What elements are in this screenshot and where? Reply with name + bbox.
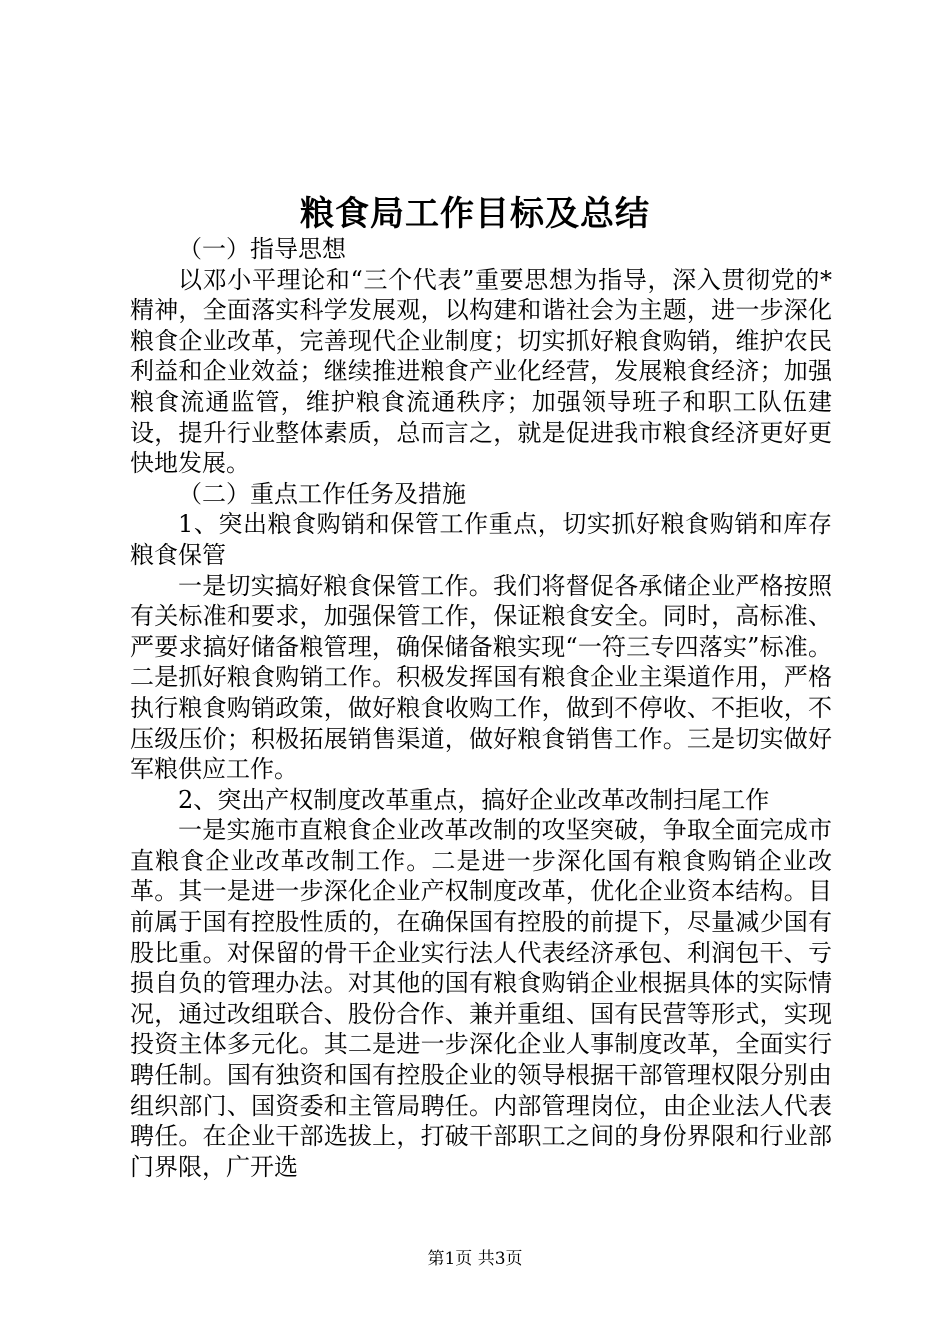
document-title: 粮食局工作目标及总结 [300, 194, 650, 234]
subheading-item-2: 2、突出产权制度改革重点，搞好企业改革改制扫尾工作 [178, 785, 770, 814]
paragraph: 以邓小平理论和“三个代表”重要思想为指导，深入贯彻党的*精神，全面落实科学发展观，以构建和谐社会为主题，进一步深化粮食企业改革，完善现代企业制度；切实抓好粮食购销，维护农民利益和企业效益；继续推进粮食产业化经营，发展粮食经济；加强粮食流通监管，维护粮食流通秩序；加强领导班子和职工队伍建设，提升行业整体素质，总而言之，就是促进我市粮食经济更好更快地发展。 [130, 265, 832, 478]
paragraph: 一是切实搞好粮食保管工作。我们将督促各承储企业严格按照有关标准和要求，加强保管工作，保证粮食安全。同时，高标准、严要求搞好储备粮管理，确保储备粮实现“一符三专四落实”标准。二是抓好粮食购销工作。积极发挥国有粮食企业主渠道作用，严格执行粮食购销政策，做好粮食收购工作，做到不停收、不拒收，不压级压价；积极拓展销售渠道，做好粮食销售工作。三是切实做好军粮供应工作。 [130, 571, 832, 784]
section-heading-key-tasks: （二）重点工作任务及措施 [178, 479, 466, 508]
document-body [130, 234, 832, 1182]
paragraph: 一是实施市直粮食企业改革改制的攻坚突破，争取全面完成市直粮食企业改革改制工作。二是进一步深化国有粮食购销企业改革。其一是进一步深化企业产权制度改革，优化企业资本结构。目前属于国有控股性质的，在确保国有控股的前提下，尽量减少国有股比重。对保留的骨干企业实行法人代表经济承包、利润包干、亏损自负的管理办法。对其他的国有粮食购销企业根据具体的实际情况，通过改组联合、股份合作、兼并重组、国有民营等形式，实现投资主体多元化。其二是进一步深化企业人事制度改革，全面实行聘任制。国有独资和国有控股企业的领导根据干部管理权限分别由组织部门、国资委和主管局聘任。内部管理岗位，由企业法人代表聘任。在企业干部选拔上，打破干部职工之间的身份界限和行业部门界限，广开选 [130, 816, 832, 1181]
page-footer: 第1页 共3页 [427, 1249, 523, 1269]
section-heading-guiding-thought: （一）指导思想 [178, 235, 346, 263]
subheading-item-1: 1、突出粮食购销和保管工作重点，切实抓好粮食购销和库存粮食保管 [130, 510, 832, 569]
